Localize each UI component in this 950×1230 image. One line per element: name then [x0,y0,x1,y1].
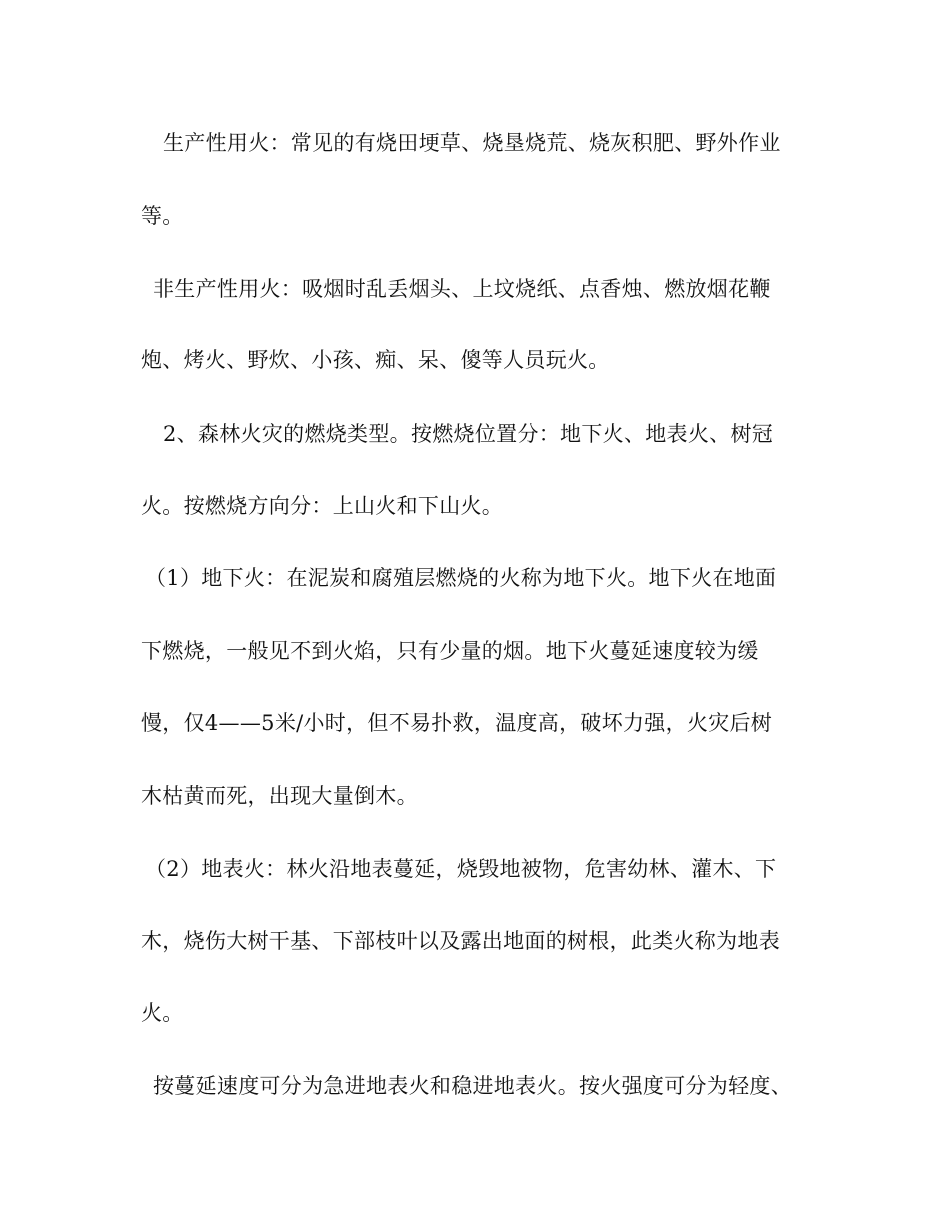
paragraph-line: 木枯黄而死，出现大量倒木。 [141,784,418,808]
paragraph-line: 木，烧伤大树干基、下部枝叶以及露出地面的树根，此类火称为地表 [141,929,780,953]
paragraph-line: 火。按燃烧方向分：上山火和下山火。 [141,494,504,518]
paragraph-line: 等。 [141,204,184,228]
paragraph-line: 火。 [141,1001,184,1025]
paragraph-line: 非生产性用火：吸烟时乱丢烟头、上坟烧纸、点香烛、燃放烟花鞭 [153,277,771,301]
paragraph-line: （1）地下火：在泥炭和腐殖层燃烧的火称为地下火。地下火在地面 [145,566,777,590]
paragraph-line: 炮、烤火、野炊、小孩、痴、呆、傻等人员玩火。 [141,348,610,372]
paragraph-line: 生产性用火：常见的有烧田埂草、烧垦烧荒、烧灰积肥、野外作业 [163,131,781,155]
paragraph-line: 按蔓延速度可分为急进地表火和稳进地表火。按火强度可分为轻度、 [153,1074,792,1098]
paragraph-line: （2）地表火：林火沿地表蔓延，烧毁地被物，危害幼林、灌木、下 [145,857,777,881]
paragraph-line: 慢，仅4——5米/小时，但不易扑救，温度高，破坏力强，火灾后树 [141,711,773,735]
paragraph-line: 2、森林火灾的燃烧类型。按燃烧位置分：地下火、地表火、树冠 [163,422,774,446]
paragraph-line: 下燃烧，一般见不到火焰，只有少量的烟。地下火蔓延速度较为缓 [141,639,759,663]
